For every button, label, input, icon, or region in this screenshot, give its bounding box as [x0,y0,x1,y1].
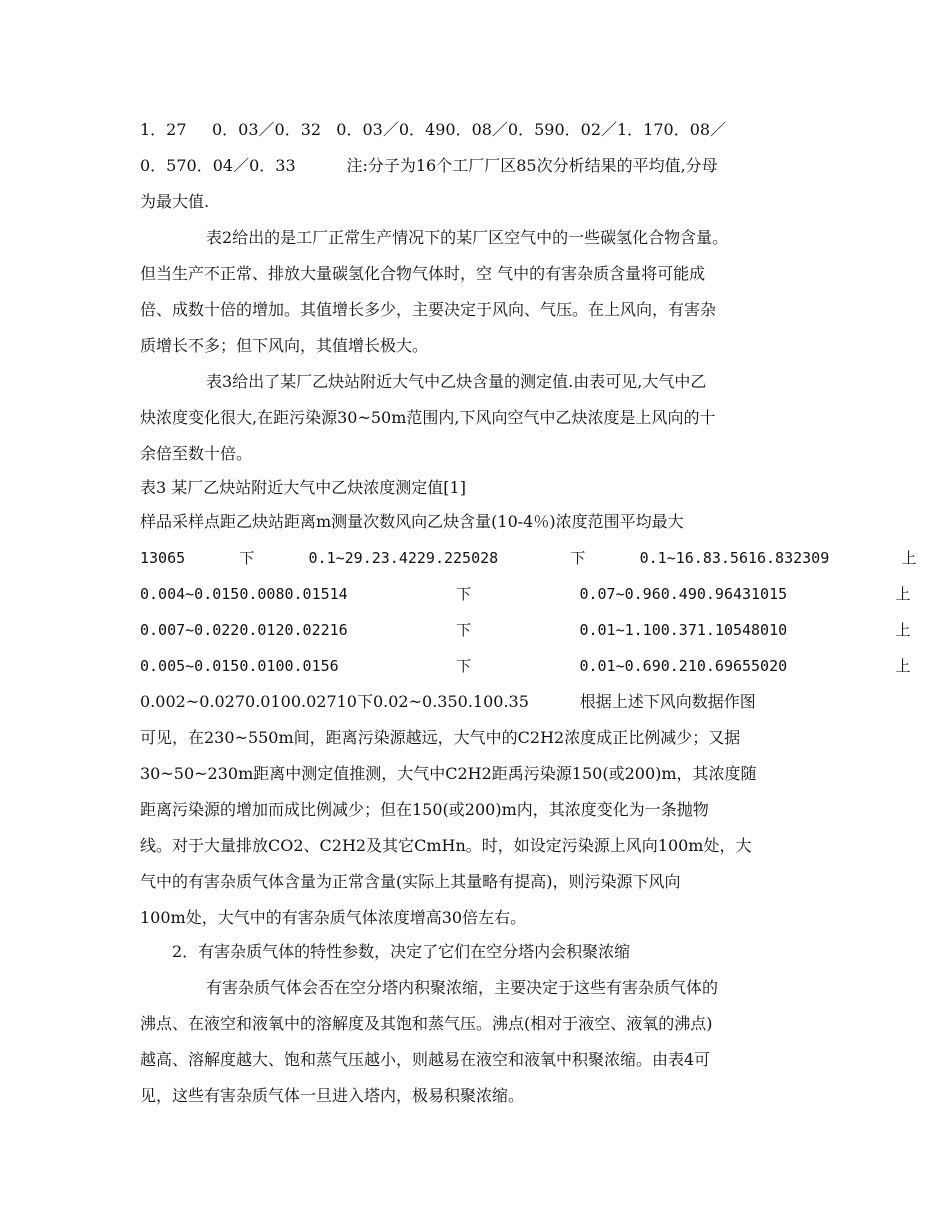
paragraph-line: 余倍至数十倍。 [140,444,253,463]
paragraph-line: 但当生产不正常、排放大量碳氢化合物气体时，空 气中的有害杂质含量将可能成 [140,264,706,283]
paragraph-line: 30~50~230m距离中测定值推测，大气中C2H2距禹污染源150(或200)m，其浓度随 [140,764,757,783]
table3-title: 表3 某厂乙炔站附近大气中乙炔浓度测定值[1] [140,478,466,497]
paragraph-line: 见，这些有害杂质气体一旦进入塔内，极易积聚浓缩。 [140,1086,525,1105]
paragraph-line: 距离污染源的增加而成比例减少；但在150(或200)m内，其浓度变化为一条抛物 [140,800,709,819]
table2-note-end: 为最大值. [140,192,210,211]
table3-last-row-and-paragraph: 0.002~0.0270.0100.02710下0.02~0.350.100.35 根据上述下风向数据作图 [140,692,756,711]
table3-data-row: 13065 下 0.1~29.23.4229.225028 下 0.1~16.83.5616.832309 上 [140,549,917,567]
paragraph-line: 可见，在230~550m间，距离污染源越远，大气中的C2H2浓度成正比例减少；又据 [140,728,741,747]
section-heading: 2．有害杂质气体的特性参数，决定了它们在空分塔内会积聚浓缩 [172,942,631,961]
table3-data-row: 0.007~0.0220.0120.02216 下 0.01~1.100.371.10548010 上 [140,621,911,639]
table2-data-continued-line: 1．27 0．03／0．32 0．03／0．490．08／0．590．02／1．170．08／ [140,120,727,139]
table3-data-row: 0.004~0.0150.0080.01514 下 0.07~0.960.490.96431015 上 [140,585,911,603]
paragraph-line: 质增长不多；但下风向，其值增长极大。 [140,336,429,355]
paragraph-line: 线。对于大量排放CO2、C2H2及其它CmHn。时，如设定污染源上风向100m处，大 [140,836,752,855]
paragraph-line: 气中的有害杂质气体含量为正常含量(实际上其量略有提高)，则污染源下风向 [140,872,681,891]
paragraph-line: 有害杂质气体会否在空分塔内积聚浓缩，主要决定于这些有害杂质气体的 [206,978,719,997]
paragraph-line: 倍、成数十倍的增加。其值增长多少，主要决定于风向、气压。在上风向，有害杂 [140,300,717,319]
paragraph-line: 100m处，大气中的有害杂质气体浓度增高30倍左右。 [140,908,527,927]
table3-data-row: 0.005~0.0150.0100.0156 下 0.01~0.690.210.69655020 上 [140,657,911,675]
paragraph-line: 表2给出的是工厂正常生产情况下的某厂区空气中的一些碳氢化合物含量。 [206,228,729,247]
paragraph-line: 表3给出了某厂乙炔站附近大气中乙炔含量的测定值.由表可见,大气中乙 [206,372,707,391]
paragraph-line: 沸点、在液空和液氧中的溶解度及其饱和蒸气压。沸点(相对于液空、液氧的沸点) [140,1014,713,1033]
table3-header-row: 样品采样点距乙炔站距离m测量次数风向乙炔含量(10-4％)浓度范围平均最大 [140,512,684,531]
paragraph-line: 炔浓度变化很大,在距污染源30~50m范围内,下风向空气中乙炔浓度是上风向的十 [140,408,716,427]
table2-note-line: 0．570．04／0．33 注:分子为16个工厂厂区85次分析结果的平均值,分母 [140,156,718,175]
paragraph-line: 越高、溶解度越大、饱和蒸气压越小，则越易在液空和液氧中积聚浓缩。由表4可 [140,1050,711,1069]
